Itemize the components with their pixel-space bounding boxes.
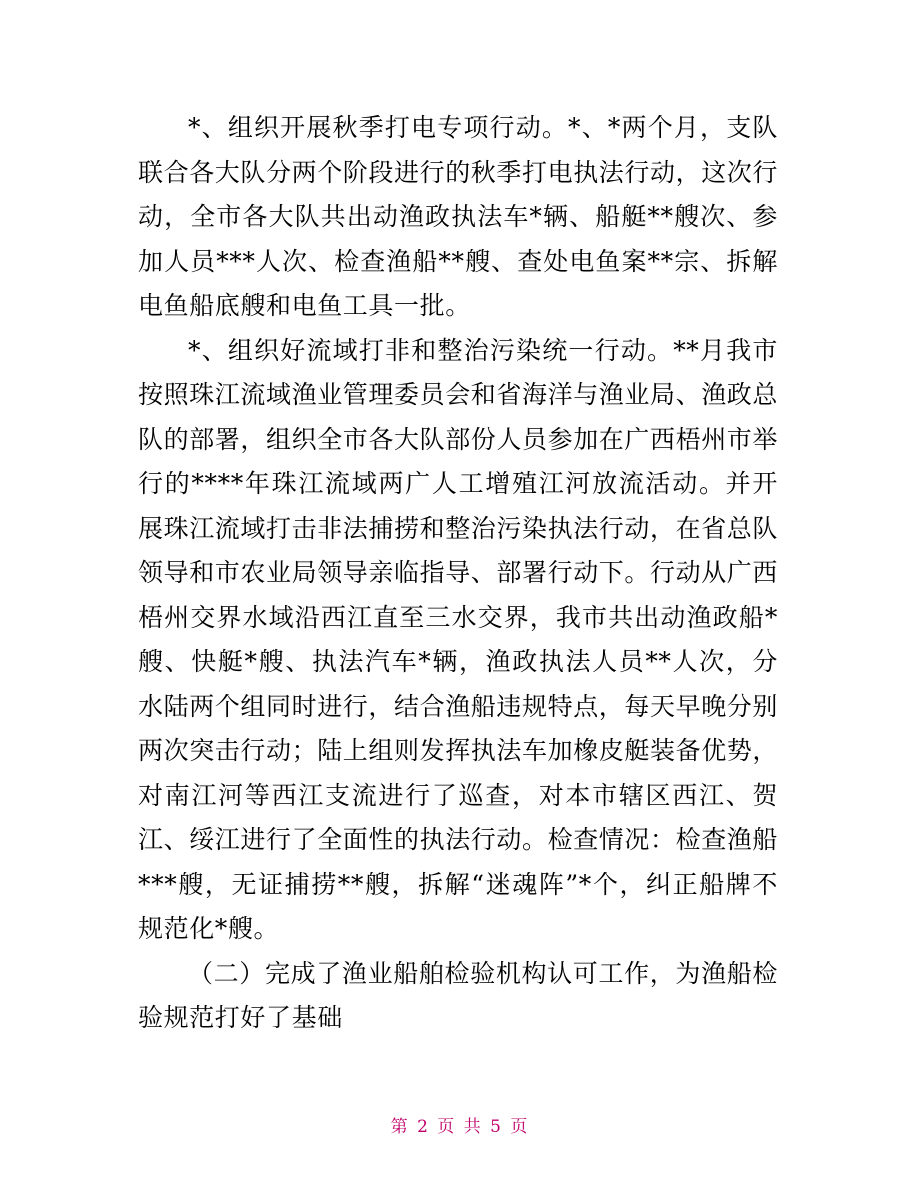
paragraph-river-campaign: *、组织好流域打非和整治污染统一行动。**月我市按照珠江流域渔业管理委员会和省海洋与渔业局、渔政总队的部署，组织全市各大队部份人员参加在广西梧州市举行的****年珠江流域两广人工增殖江河放流活动。并开展珠江流域打击非法捕捞和整治污染执法行动，在省总队领导和市农业局领导亲临指导、部署行动下。行动从广西梧州交界水域沿西江直至三水交界，我市共出动渔政船*艘、快艇*艘、执法汽车*辆，渔政执法人员**人次，分水陆两个组同时进行，结合渔船违规特点，每天早晚分别两次突击行动；陆上组则发挥执法车加橡皮艇装备优势，对南江河等西江支流进行了巡查，对本市辖区西江、贺江、绥江进行了全面性的执法行动。检查情况：检查渔船***艘，无证捕捞**艘，拆解“迷魂阵”*个，纠正船牌不规范化*艘。 bbox=[138, 335, 779, 943]
document-body bbox=[138, 106, 778, 1041]
paragraph-autumn-campaign: *、组织开展秋季打电专项行动。*、*两个月，支队联合各大队分两个阶段进行的秋季打电执法行动，这次行动，全市各大队共出动渔政执法车*辆、船艇**艘次、参加人员***人次、检查渔船**艘、查处电鱼案**宗、拆解电鱼船底艘和电鱼工具一批。 bbox=[138, 113, 779, 320]
paragraph-section-heading: （二）完成了渔业船舶检验机构认可工作，为渔船检验规范打好了基础 bbox=[138, 958, 778, 1032]
page-footer: 第 2 页 共 5 页 bbox=[390, 1117, 530, 1137]
